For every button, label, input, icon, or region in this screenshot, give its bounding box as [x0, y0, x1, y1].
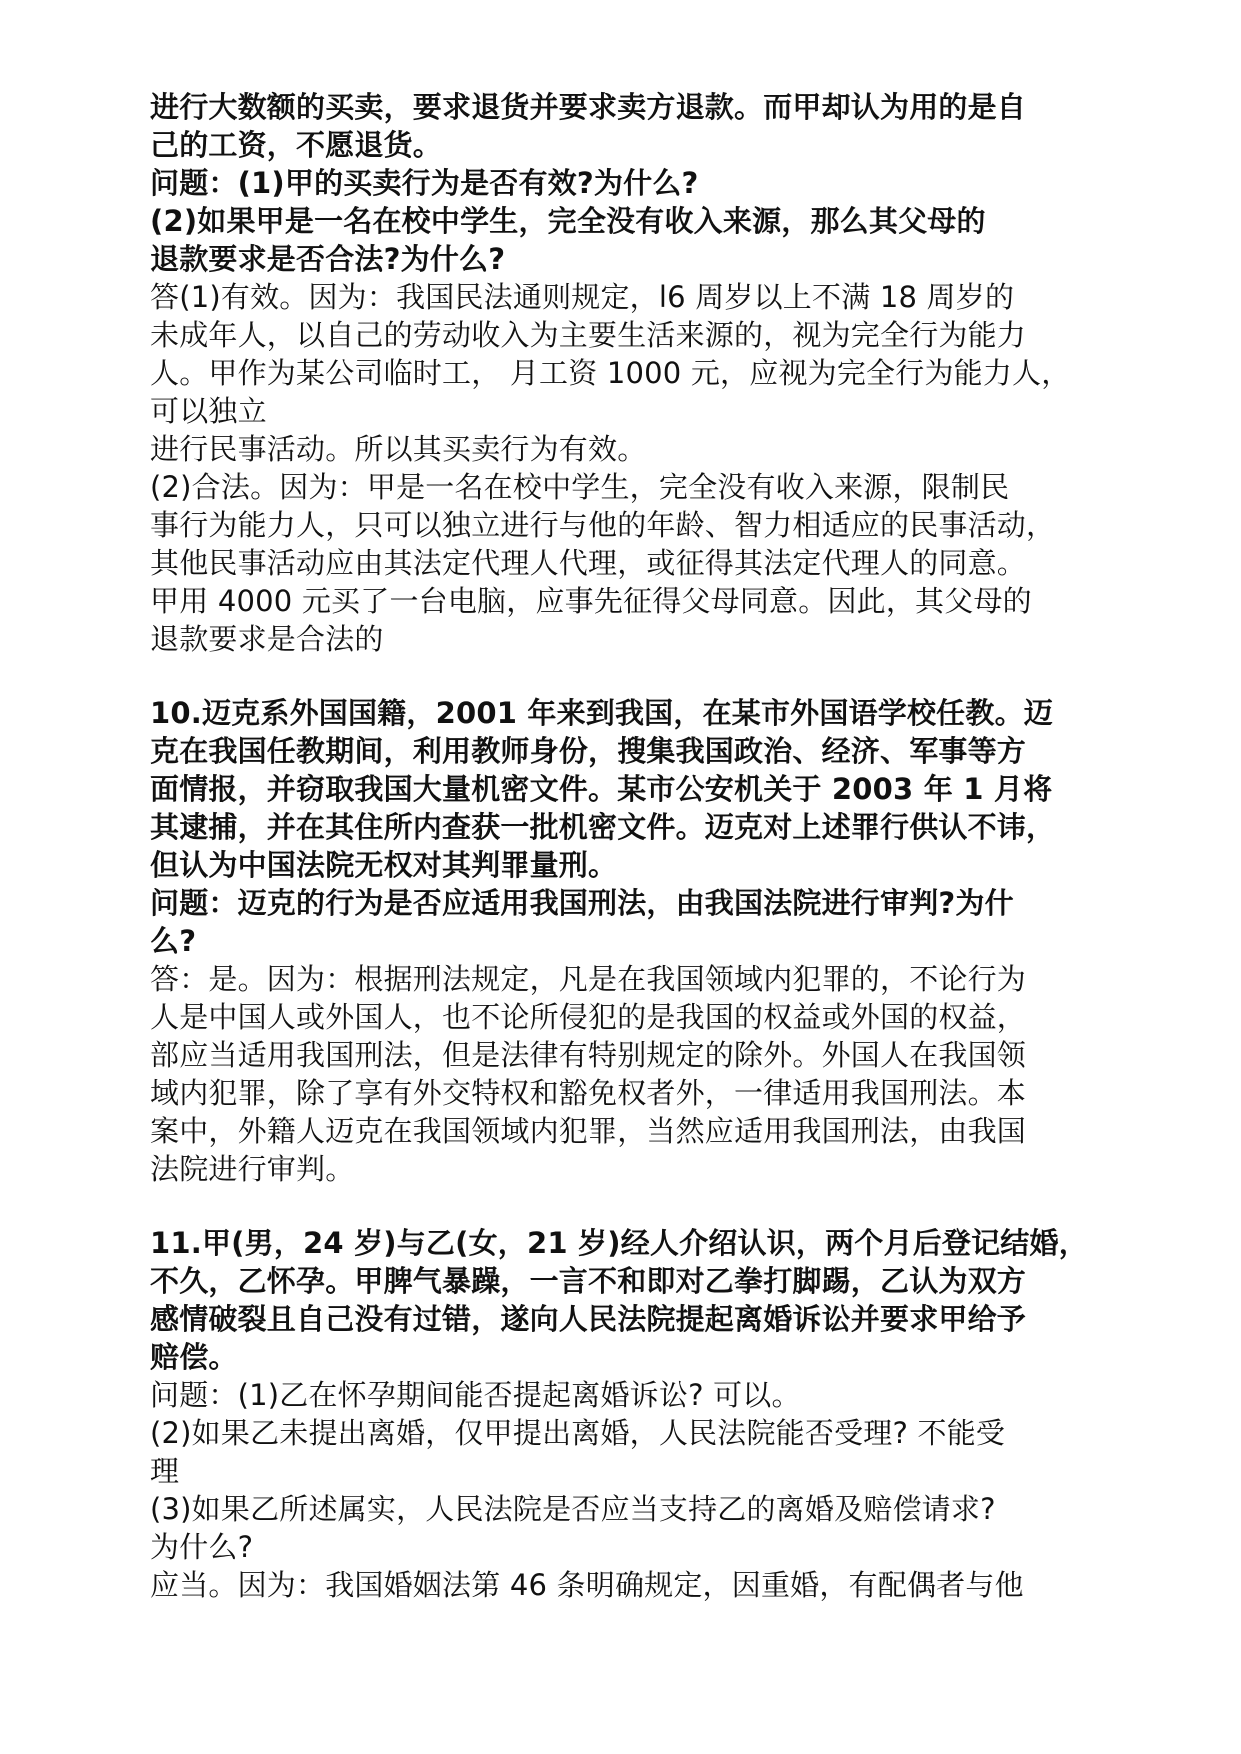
question-text-line: 其逮捕，并在其住所内查获一批机密文件。迈克对上述罪行供认不讳，	[150, 810, 1056, 844]
answer-text-line: 答(1)有效。因为：我国民法通则规定，l6 周岁以上不满 18 周岁的	[150, 280, 1015, 314]
document-page	[150, 88, 1162, 1604]
answer-text-line: 答：是。因为：根据刑法规定，凡是在我国领域内犯罪的，不论行为	[150, 962, 1027, 996]
answer-text-line: 应当。因为：我国婚姻法第 46 条明确规定，因重婚，有配偶者与他	[150, 1568, 1024, 1602]
answer-text-line: 人。甲作为某公司临时工， 月工资 1000 元，应视为完全行为能力人，	[150, 356, 1071, 390]
question-text-line: 面情报，并窃取我国大量机密文件。某市公安机关于 2003 年 1 月将	[150, 772, 1053, 806]
paragraph-gap	[150, 658, 1162, 694]
answer-text-line: 进行民事活动。所以其买卖行为有效。	[150, 432, 647, 466]
question-text-line: 但认为中国法院无权对其判罪量刑。	[150, 848, 618, 882]
question-text-line: 进行大数额的买卖，要求退货并要求卖方退款。而甲却认为用的是自	[150, 90, 1027, 124]
answer-text-line: 理	[150, 1454, 180, 1488]
question-text-line: 问题：迈克的行为是否应适用我国刑法，由我国法院进行审判?为什	[150, 886, 1014, 920]
answer-text-line: 可以独立	[150, 394, 267, 428]
question-text-line: 赔偿。	[150, 1340, 238, 1374]
answer-text-line: 退款要求是合法的	[150, 622, 384, 656]
answer-text-line: (2)合法。因为：甲是一名在校中学生，完全没有收入来源，限制民	[150, 470, 1010, 504]
answer-text-line: 事行为能力人，只可以独立进行与他的年龄、智力相适应的民事活动，	[150, 508, 1056, 542]
answer-text-line: 案中，外籍人迈克在我国领域内犯罪，当然应适用我国刑法，由我国	[150, 1114, 1027, 1148]
question-text-line: (2)如果甲是一名在校中学生，完全没有收入来源，那么其父母的	[150, 204, 986, 238]
answer-text-line: 部应当适用我国刑法，但是法律有特别规定的除外。外国人在我国领	[150, 1038, 1027, 1072]
question-text-line: 感情破裂且自己没有过错，遂向人民法院提起离婚诉讼并要求甲给予	[150, 1302, 1027, 1336]
answer-text-line: 甲用 4000 元买了一台电脑，应事先征得父母同意。因此，其父母的	[150, 584, 1032, 618]
question-text-line: 退款要求是否合法?为什么?	[150, 242, 506, 276]
answer-text-line: 人是中国人或外国人，也不论所侵犯的是我国的权益或外国的权益，	[150, 1000, 1027, 1034]
question-text-line: 么?	[150, 924, 197, 958]
answer-text-line: 问题：(1)乙在怀孕期间能否提起离婚诉讼? 可以。	[150, 1378, 801, 1412]
question-text-line: 问题：(1)甲的买卖行为是否有效?为什么?	[150, 166, 699, 200]
question-text-line: 10.迈克系外国国籍，2001 年来到我国，在某市外国语学校任教。迈	[150, 696, 1053, 730]
answer-text-line: 未成年人，以自己的劳动收入为主要生活来源的，视为完全行为能力	[150, 318, 1027, 352]
question-text-line: 11.甲(男，24 岁)与乙(女，21 岁)经人介绍认识，两个月后登记结婚，	[150, 1226, 1088, 1260]
question-text-line: 不久，乙怀孕。甲脾气暴躁，一言不和即对乙拳打脚踢，乙认为双方	[150, 1264, 1027, 1298]
paragraph-gap	[150, 1188, 1162, 1224]
question-text-line: 克在我国任教期间，利用教师身份，搜集我国政治、经济、军事等方	[150, 734, 1027, 768]
answer-text-line: 法院进行审判。	[150, 1152, 355, 1186]
answer-text-line: 为什么?	[150, 1530, 254, 1564]
answer-text-line: 域内犯罪，除了享有外交特权和豁免权者外，一律适用我国刑法。本	[150, 1076, 1027, 1110]
answer-text-line: (3)如果乙所述属实，人民法院是否应当支持乙的离婚及赔偿请求?	[150, 1492, 996, 1526]
answer-text-line: 其他民事活动应由其法定代理人代理，或征得其法定代理人的同意。	[150, 546, 1027, 580]
answer-text-line: (2)如果乙未提出离婚，仅甲提出离婚，人民法院能否受理? 不能受	[150, 1416, 1006, 1450]
question-text-line: 己的工资，不愿退货。	[150, 128, 443, 162]
